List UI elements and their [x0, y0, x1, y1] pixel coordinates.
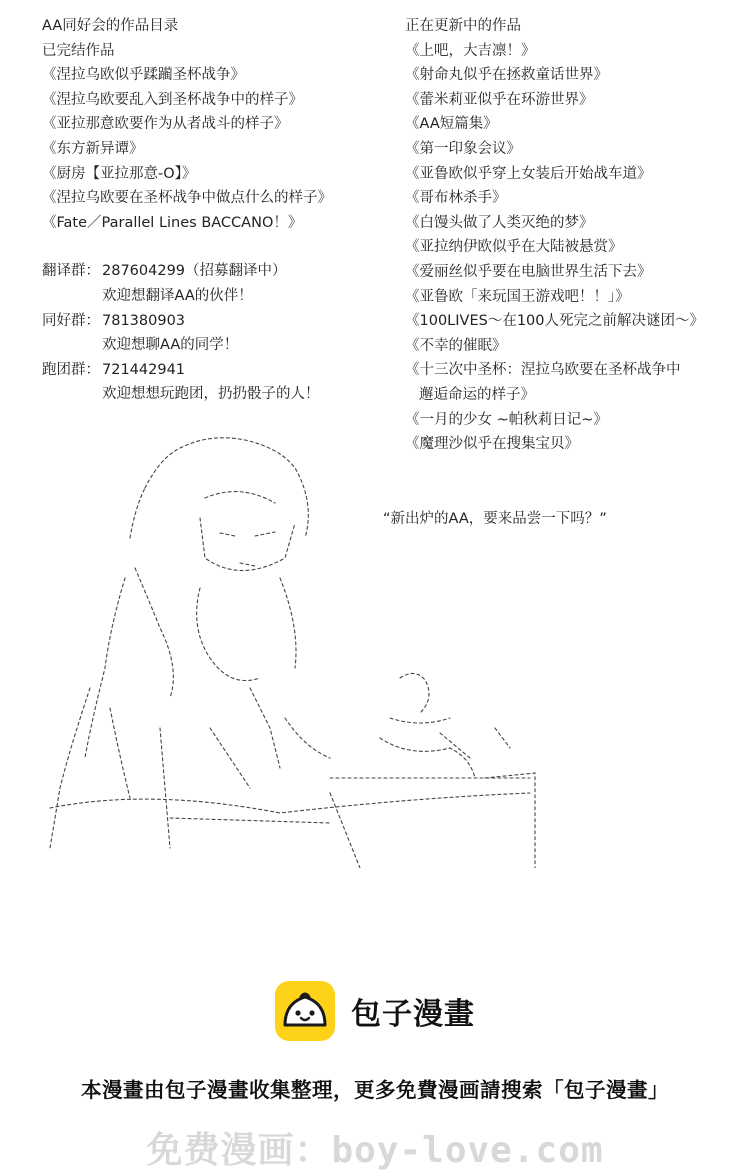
ongoing-work: 《白馒头做了人类灭绝的梦》 — [405, 214, 594, 231]
ascii-art-illustration — [30, 428, 550, 868]
ongoing-work: 《魔理沙似乎在搜集宝贝》 — [405, 436, 579, 453]
contact-fan-group — [42, 309, 382, 334]
ongoing-work: 《上吧，大吉凛！》 — [405, 42, 536, 59]
ongoing-work: 《一月的少女 ~帕秋莉日记~》 — [405, 411, 608, 428]
ongoing-work: 《AA短篇集》 — [405, 116, 498, 133]
watermark: 免费漫画：boy-love.com — [146, 1130, 604, 1171]
completed-work: 《涅拉乌欧似乎蹂躏圣杯战争》 — [42, 67, 245, 84]
catalog-heading: AA同好会的作品目录 — [42, 18, 179, 34]
ongoing-work: 《100LIVES～在100人死完之前解决谜团～》 — [405, 313, 704, 330]
completed-work: 《涅拉乌欧要在圣杯战争中做点什么的样子》 — [42, 190, 332, 207]
completed-work: 《Fate／Parallel Lines BACCANO！》 — [42, 214, 303, 231]
completed-work: 《涅拉乌欧要乱入到圣杯战争中的样子》 — [42, 91, 303, 108]
ongoing-work-continued: 邂逅命运的样子》 — [419, 386, 535, 403]
ongoing-work: 《蕾米莉亚似乎在环游世界》 — [405, 91, 594, 108]
contact-value: 781380903 — [102, 312, 186, 329]
ongoing-work: 《射命丸似乎在拯救童话世界》 — [405, 67, 608, 84]
ongoing-work: 《不幸的催眠》 — [405, 337, 507, 354]
ongoing-work: 《亚鲁欧「来玩国王游戏吧！！」》 — [405, 288, 630, 305]
ongoing-work: 《哥布林杀手》 — [405, 190, 507, 207]
ongoing-work: 《爱丽丝似乎要在电脑世界生活下去》 — [405, 263, 652, 280]
ongoing-heading: 正在更新中的作品 — [405, 18, 521, 34]
contact-trpg-group — [42, 358, 382, 383]
contact-note: 欢迎想翻译AA的伙伴！ — [102, 287, 253, 304]
completed-work: 《厨房【亚拉那意-O】》 — [42, 165, 197, 182]
ongoing-work: 《亚鲁欧似乎穿上女装后开始战车道》 — [405, 165, 652, 182]
contact-label: 同好群： — [42, 312, 100, 329]
logo-text: 包子漫畫 — [351, 997, 475, 1032]
completed-heading: 已完结作品 — [42, 42, 115, 59]
contact-value: 287604299（招募翻译中） — [102, 263, 287, 280]
completed-work: 《东方新异谭》 — [42, 140, 144, 157]
contact-note: 欢迎想想玩跑团，扔扔骰子的人！ — [102, 386, 320, 403]
site-notice: 本漫畫由包子漫畫收集整理，更多免費漫画請搜索「包子漫畫」 — [81, 1078, 669, 1102]
completed-work: 《亚拉那意欧要作为从者战斗的样子》 — [42, 116, 289, 133]
spacer — [42, 235, 382, 259]
bun-icon-svg — [275, 981, 335, 1041]
contact-translation — [42, 259, 382, 284]
ongoing-work: 《亚拉纳伊欧似乎在大陆被悬赏》 — [405, 239, 623, 256]
contact-note: 欢迎想聊AA的同学！ — [102, 337, 239, 354]
left-column — [42, 14, 382, 407]
bun-icon — [275, 981, 335, 1041]
contact-label: 翻译群： — [42, 263, 100, 280]
contact-label: 跑团群： — [42, 361, 100, 378]
contact-value: 721442941 — [102, 361, 186, 378]
ongoing-work: 《十三次中圣杯：涅拉乌欧要在圣杯战争中 — [405, 362, 681, 379]
right-column — [405, 14, 745, 457]
logo — [275, 981, 475, 1041]
ongoing-work: 《第一印象会议》 — [405, 140, 521, 157]
speech-quote: “新出炉的AA，要来品尝一下吗？” — [383, 511, 607, 527]
